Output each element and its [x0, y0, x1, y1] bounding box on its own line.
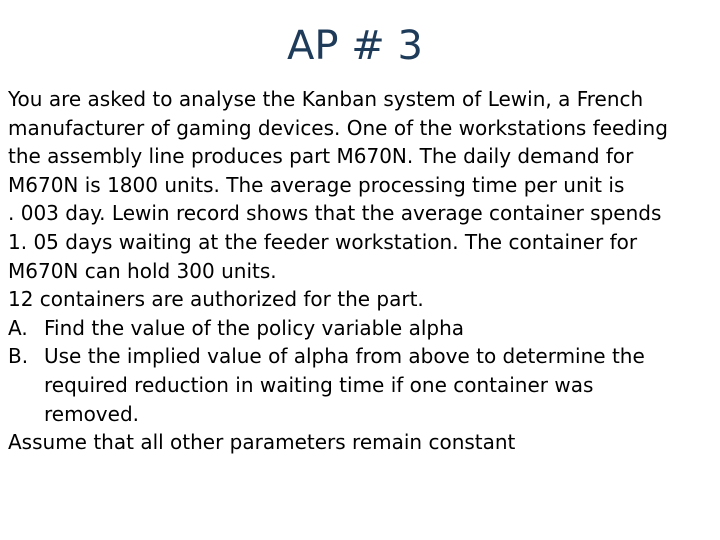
- paragraph-line: You are asked to analyse the Kanban system of Lewin, a French: [8, 87, 644, 111]
- paragraph-line: manufacturer of gaming devices. One of the workstations feeding: [8, 115, 668, 140]
- paragraph-line: M670N is 1800 units. The average processing time per unit is: [8, 172, 625, 197]
- paragraph-line: 12 containers are authorized for the part.: [8, 287, 424, 312]
- list-item-text: Find the value of the policy variable alpha: [44, 315, 465, 340]
- list-item-text-continued: removed.: [44, 401, 139, 426]
- paragraph-line: M670N can hold 300 units.: [8, 258, 277, 283]
- slide-body: [8, 85, 708, 457]
- paragraph-line: 1. 05 days waiting at the feeder workstation. The container for: [8, 229, 638, 254]
- paragraph-line: the assembly line produces part M670N. The daily demand for: [8, 144, 634, 169]
- list-item-a: [8, 314, 708, 343]
- paragraph-line: . 003 day. Lewin record shows that the average container spends: [8, 201, 662, 226]
- list-item-text: Use the implied value of alpha from above to determine the: [44, 344, 645, 369]
- list-item-b: [8, 342, 708, 371]
- list-marker: A.: [8, 315, 28, 340]
- list-item-text-continued: required reduction in waiting time if one container was: [44, 372, 594, 397]
- slide-title: AP # 3: [287, 23, 423, 69]
- list-marker: B.: [8, 344, 29, 369]
- closing-line: Assume that all other parameters remain constant: [8, 430, 516, 455]
